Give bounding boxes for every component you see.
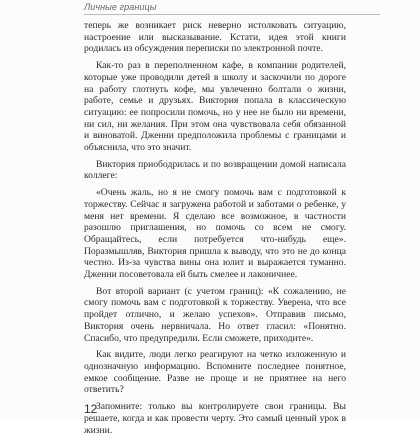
paragraph-1: теперь же возникает риск неверно истолковать ситуацию, настроение или высказывание. Кстати, идея этой книги родилась из обсуждения переписки по электронной почте. <box>84 20 346 55</box>
paragraph-7: Запомните: только вы контролируете свои границы. Вы решаете, когда и как провести черту. Это самый ценный урок в жизни. <box>84 401 346 436</box>
paragraph-6: Как видите, люди легко реагируют на четко изложенную и однозначную информацию. Вспомните последнее понятное, емкое сообщение. Разве не проще и не приятнее на него ответить? <box>84 349 346 396</box>
paragraph-2: Как-то раз в переполненном кафе, в компании родителей, которые уже проводили детей в школу и заскочили по дороге на работу глотнуть кофе, мы увлеченно болтали о жизни, работе, семье и друзьях. Виктория попала в классическую ситуацию: ее попросили помочь, но у нее не было ни времени, ни сил, ни желания. При этом она чувствовала себя обязанной и виноватой. Дженни предположила проблемы с границами и объяснила, что это значит. <box>84 60 346 154</box>
page-body <box>84 20 346 441</box>
paragraph-5: Вот второй вариант (с учетом границ): «К сожалению, не смогу помочь вам с подготовкой к торжеству. Уверена, что все пройдет отлично, и желаю успехов». Отправив письмо, Виктория очень нервничала. Но ответ гласил: «Понятно. Спасибо, что предупредили. Если сможете, приходите». <box>84 285 346 344</box>
header-divider <box>84 14 380 15</box>
paragraph-3: Виктория приободрилась и по возвращении домой написала коллеге: <box>84 158 346 182</box>
page-number: 12 <box>84 402 98 416</box>
paragraph-4: «Очень жаль, но я не смогу помочь вам с подготовкой к торжеству. Сейчас я загружена работой и заботами о ребенке, у меня нет времени. Я сделаю все возможное, в частности разошлю приглашения, но помочь со всем не смогу. Обращайтесь, если потребуется что-нибудь еще». Поразмышляв, Виктория пришла к выводу, что это не до конца честно. Из-за чувства вины она юлит и выражается туманно. Дженни посоветовала ей быть смелее и лаконичнее. <box>84 187 346 281</box>
running-header: Личные границы <box>84 2 157 12</box>
